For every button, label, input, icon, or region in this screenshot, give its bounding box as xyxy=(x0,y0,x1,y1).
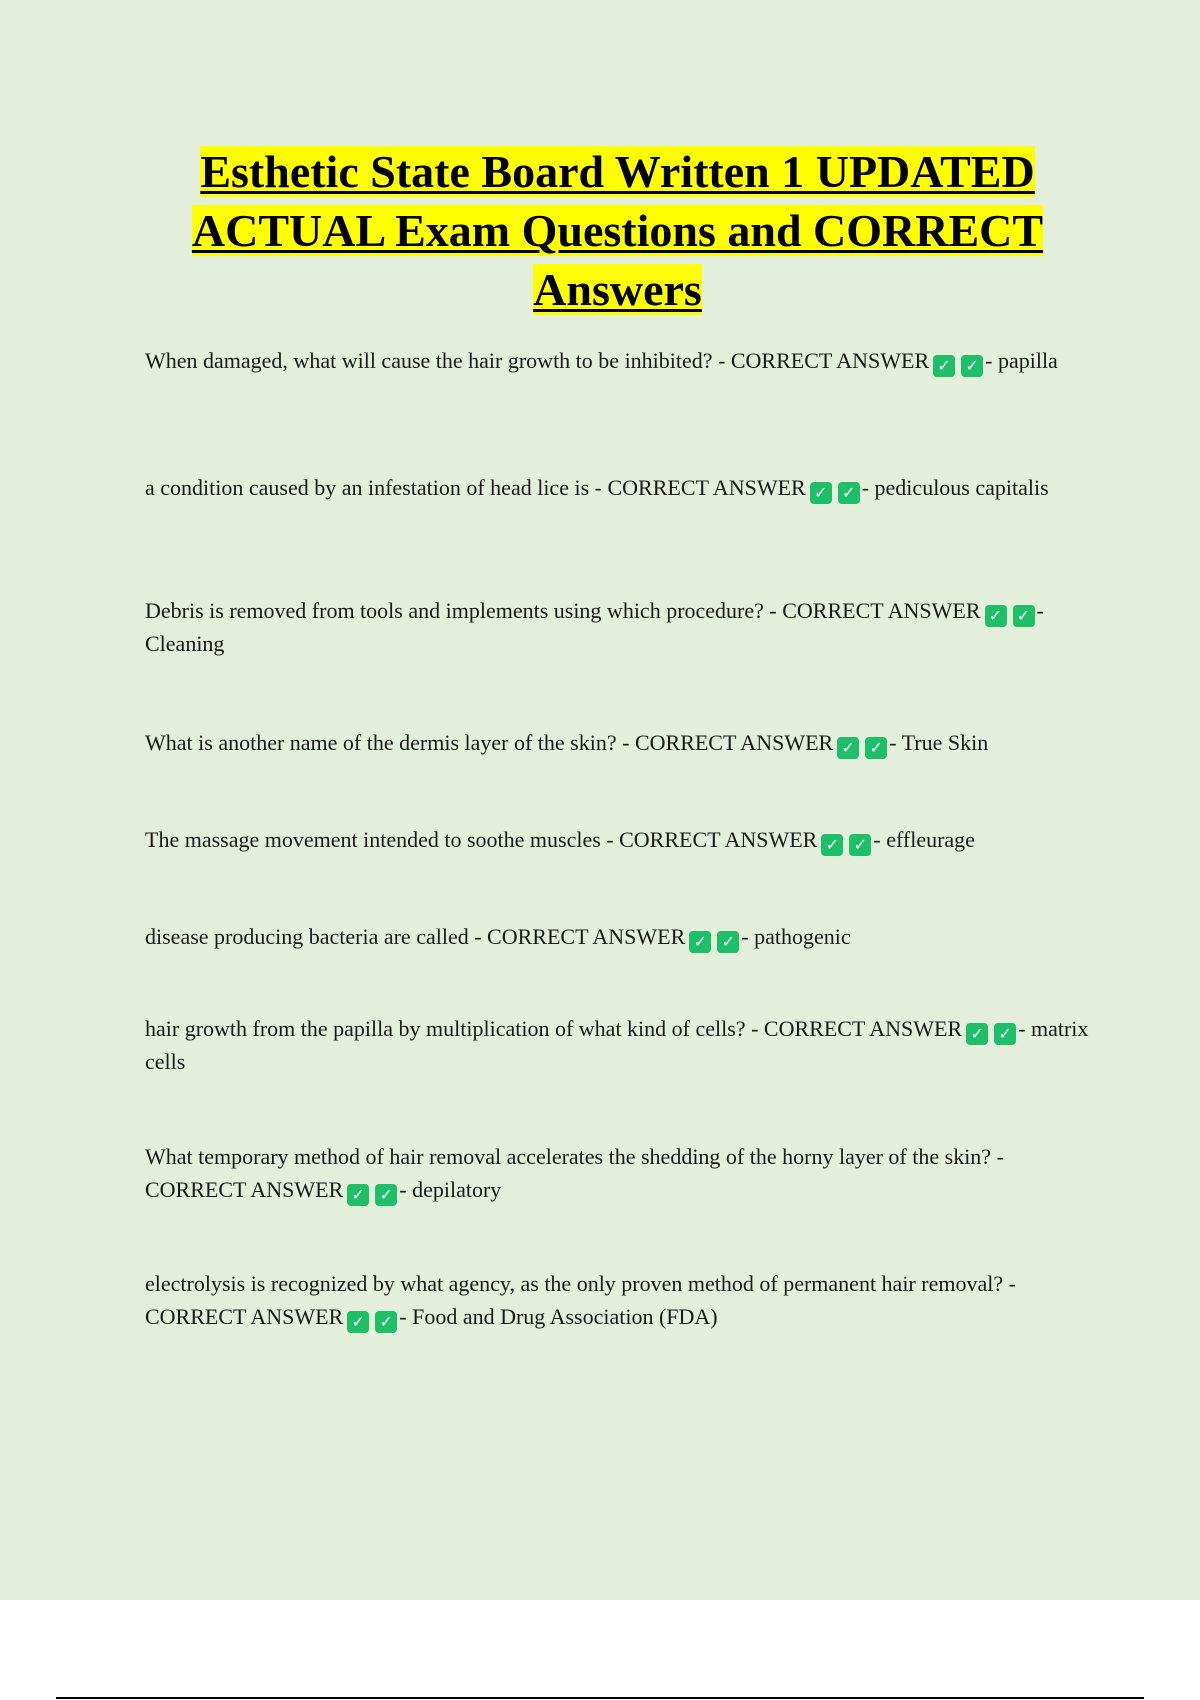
document-title-text: Esthetic State Board Written 1 UPDATED ACTUAL Exam Questions and CORRECT Answers xyxy=(191,146,1044,315)
answer-text: pathogenic xyxy=(754,924,851,949)
answer-text: True Skin xyxy=(901,730,989,755)
qa-item: hair growth from the papilla by multiplication of what kind of cells? - CORRECT ANSWER ✓ ✓ - matrix cells xyxy=(145,1016,1089,1074)
correct-answer-label: CORRECT ANSWER xyxy=(145,1177,344,1202)
answer-text: depilatory xyxy=(412,1177,502,1202)
question-text: What temporary method of hair removal accelerates the shedding of the horny layer of the skin? xyxy=(145,1144,992,1169)
check-icon: ✓ xyxy=(838,482,860,504)
correct-answer-label: CORRECT ANSWER xyxy=(634,730,834,755)
check-icon: ✓ xyxy=(865,737,887,759)
footer-divider xyxy=(56,1697,1144,1699)
correct-answer-label: CORRECT ANSWER xyxy=(730,348,930,373)
check-icon: ✓ xyxy=(961,355,983,377)
question-text: When damaged, what will cause the hair growth to be inhibited? xyxy=(145,348,713,373)
qa-item: What is another name of the dermis layer of the skin? - CORRECT ANSWER ✓ ✓ - True Skin xyxy=(145,730,989,757)
check-icon: ✓ xyxy=(347,1311,369,1333)
qa-item: Debris is removed from tools and implements using which procedure? - CORRECT ANSWER ✓ ✓ - Cleaning xyxy=(145,598,1044,656)
check-icon: ✓ xyxy=(689,931,711,953)
check-icon: ✓ xyxy=(810,482,832,504)
answer-text: Cleaning xyxy=(145,631,225,656)
correct-answer-label: CORRECT ANSWER xyxy=(487,924,686,949)
correct-answer-label: CORRECT ANSWER xyxy=(763,1016,963,1041)
check-icon: ✓ xyxy=(994,1023,1016,1045)
question-text: disease producing bacteria are called xyxy=(145,924,469,949)
check-icon: ✓ xyxy=(821,834,843,856)
check-icon: ✓ xyxy=(985,605,1007,627)
check-icon: ✓ xyxy=(347,1184,369,1206)
check-icon: ✓ xyxy=(837,737,859,759)
question-text: hair growth from the papilla by multiplication of what kind of cells? xyxy=(145,1016,746,1041)
document-title xyxy=(140,142,1095,319)
qa-item: disease producing bacteria are called - CORRECT ANSWER ✓ ✓ - pathogenic xyxy=(145,924,851,951)
answer-text: papilla xyxy=(997,348,1058,373)
answer-text: matrix cells xyxy=(145,1016,1089,1074)
question-text: electrolysis is recognized by what agency, as the only proven method of permanent hair removal? xyxy=(145,1271,1004,1296)
check-icon: ✓ xyxy=(933,355,955,377)
correct-answer-label: CORRECT ANSWER xyxy=(145,1304,344,1329)
answer-text: effleurage xyxy=(886,827,975,852)
answer-text: pediculous capitalis xyxy=(874,475,1049,500)
answer-text: Food and Drug Association (FDA) xyxy=(412,1304,718,1329)
check-icon: ✓ xyxy=(375,1311,397,1333)
question-text: What is another name of the dermis layer of the skin? xyxy=(145,730,617,755)
check-icon: ✓ xyxy=(717,931,739,953)
qa-item: a condition caused by an infestation of head lice is - CORRECT ANSWER ✓ ✓ - pediculous capitalis xyxy=(145,475,1049,502)
question-text: The massage movement intended to soothe muscles xyxy=(145,827,601,852)
check-icon: ✓ xyxy=(849,834,871,856)
question-text: a condition caused by an infestation of head lice is xyxy=(145,475,590,500)
check-icon: ✓ xyxy=(1013,605,1035,627)
qa-item: What temporary method of hair removal accelerates the shedding of the horny layer of the skin? - CORRECT ANSWER ✓ ✓ - depilatory xyxy=(145,1144,1004,1204)
correct-answer-label: CORRECT ANSWER xyxy=(607,475,806,500)
qa-item: The massage movement intended to soothe muscles - CORRECT ANSWER ✓ ✓ - effleurage xyxy=(145,827,975,854)
qa-item: electrolysis is recognized by what agency, as the only proven method of permanent hair removal? - CORRECT ANSWER ✓ ✓ - Food and Drug Association (FDA) xyxy=(145,1271,1016,1331)
correct-answer-label: CORRECT ANSWER xyxy=(619,827,818,852)
question-text: Debris is removed from tools and implements using which procedure? xyxy=(145,598,764,623)
qa-item: When damaged, what will cause the hair growth to be inhibited? - CORRECT ANSWER ✓ ✓ - papilla xyxy=(145,348,1058,375)
check-icon: ✓ xyxy=(375,1184,397,1206)
check-icon: ✓ xyxy=(966,1023,988,1045)
correct-answer-label: CORRECT ANSWER xyxy=(782,598,981,623)
